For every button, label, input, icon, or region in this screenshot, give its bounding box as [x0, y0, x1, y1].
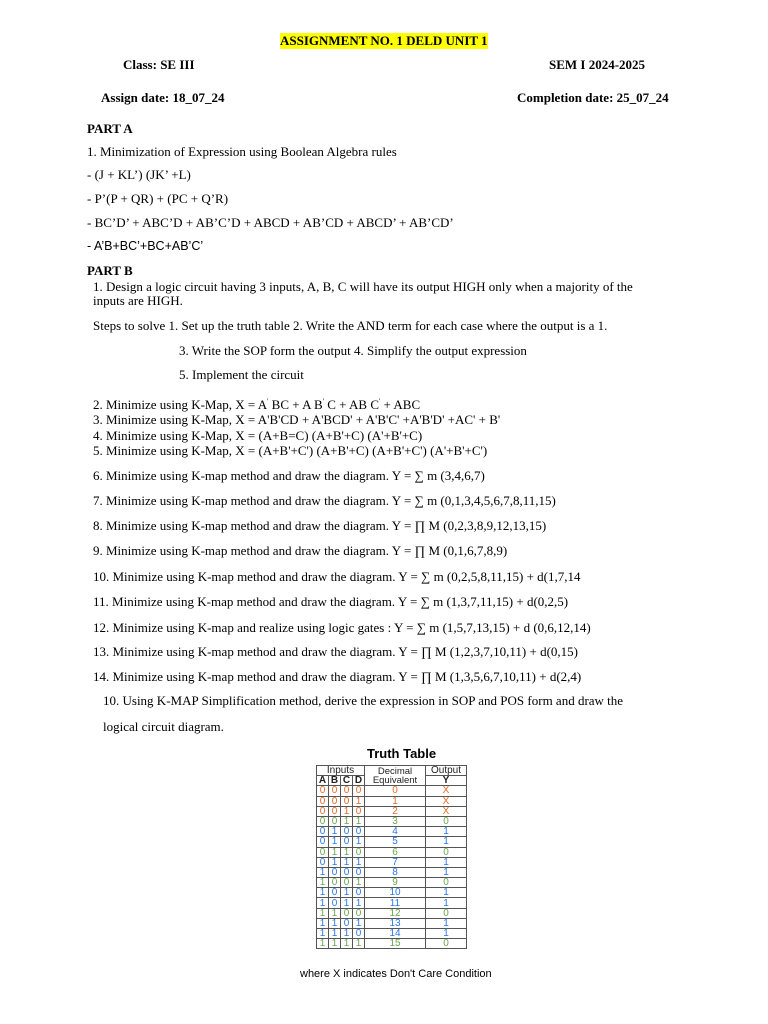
output-cell: 1 — [426, 867, 467, 877]
input-cell: 1 — [317, 918, 329, 928]
truth-table — [316, 765, 467, 949]
semester-label: SEM I 2024-2025 — [549, 57, 646, 72]
input-cell: 1 — [329, 908, 341, 918]
input-cell: 1 — [329, 837, 341, 847]
output-cell: 1 — [426, 827, 467, 837]
input-cell: 0 — [353, 786, 365, 796]
decimal-cell: 6 — [365, 847, 426, 857]
input-cell: 1 — [353, 918, 365, 928]
input-cell: 1 — [341, 816, 353, 826]
table-row — [317, 908, 467, 918]
output-cell: 0 — [426, 939, 467, 949]
input-cell: 1 — [341, 888, 353, 898]
input-cell: 1 — [329, 847, 341, 857]
decimal-group-header: Decimal Equivalent — [365, 766, 426, 786]
part-b-question-14: 14. Minimize using K-map method and draw the diagram. Y = ∏ M (1,3,5,6,7,10,11) + d(2,4) — [93, 669, 582, 684]
part-b-question-5: 5. Minimize using K-Map, X = (A+B'+C') (A+B'+C) (A+B'+C') (A'+B'+C') — [93, 443, 488, 458]
q2-part-2: BC + A B — [268, 397, 323, 412]
table-row — [317, 878, 467, 888]
input-cell: 1 — [341, 939, 353, 949]
decimal-cell: 9 — [365, 878, 426, 888]
steps-line-3: 5. Implement the circuit — [179, 367, 304, 382]
q2-prime-2: ' — [322, 397, 324, 406]
decimal-cell: 14 — [365, 929, 426, 939]
input-cell: 0 — [329, 786, 341, 796]
part-a-expression-3: - BC’D’ + ABC’D + AB’C’D + ABCD + AB’CD + ABCD’ + AB’CD’ — [87, 215, 454, 230]
part-b-question-15-line-2: logical circuit diagram. — [103, 719, 224, 734]
completion-date: Completion date: 25_07_24 — [517, 90, 669, 105]
input-cell: 1 — [353, 898, 365, 908]
input-cell: 1 — [329, 827, 341, 837]
part-b-question-4: 4. Minimize using K-Map, X = (A+B=C) (A+B'+C) (A'+B'+C) — [93, 428, 423, 443]
table-row — [317, 816, 467, 826]
input-cell: 0 — [353, 847, 365, 857]
input-cell: 1 — [329, 918, 341, 928]
input-cell: 0 — [329, 806, 341, 816]
input-cell: 0 — [353, 867, 365, 877]
input-cell: 0 — [341, 786, 353, 796]
q2-part-3: C + AB C — [324, 397, 380, 412]
decimal-cell: 1 — [365, 796, 426, 806]
table-row — [317, 857, 467, 867]
q2-part-4: + ABC — [380, 397, 421, 412]
table-row — [317, 929, 467, 939]
input-cell: 1 — [341, 806, 353, 816]
input-cell: 0 — [317, 816, 329, 826]
decimal-cell: 2 — [365, 806, 426, 816]
output-cell: X — [426, 786, 467, 796]
input-cell: 1 — [329, 939, 341, 949]
col-y-header: Y — [426, 776, 467, 786]
input-cell: 0 — [317, 837, 329, 847]
output-cell: 1 — [426, 888, 467, 898]
input-cell: 0 — [329, 878, 341, 888]
input-cell: 0 — [353, 888, 365, 898]
table-row — [317, 867, 467, 877]
decimal-cell: 10 — [365, 888, 426, 898]
part-b-question-3: 3. Minimize using K-Map, X = A'B'CD + A'BCD' + A'B'C' +A'B'D' +AC' + B' — [93, 412, 501, 427]
table-row — [317, 786, 467, 796]
decimal-cell: 5 — [365, 837, 426, 847]
part-b-question-9: 9. Minimize using K-map method and draw the diagram. Y = ∏ M (0,1,6,7,8,9) — [93, 543, 508, 558]
decimal-cell: 15 — [365, 939, 426, 949]
truth-table-body — [317, 786, 467, 949]
output-cell: X — [426, 806, 467, 816]
output-cell: 0 — [426, 878, 467, 888]
input-cell: 0 — [329, 888, 341, 898]
input-cell: 0 — [353, 908, 365, 918]
col-b-header: B — [329, 776, 341, 786]
assign-date: Assign date: 18_07_24 — [101, 90, 225, 105]
input-cell: 1 — [353, 837, 365, 847]
part-a-heading: PART A — [87, 121, 133, 136]
input-cell: 1 — [317, 867, 329, 877]
input-cell: 0 — [341, 918, 353, 928]
part-b-question-8: 8. Minimize using K-map method and draw the diagram. Y = ∏ M (0,2,3,8,9,12,13,15) — [93, 518, 547, 533]
part-b-question-1-line-2: inputs are HIGH. — [93, 293, 183, 308]
col-a-header: A — [317, 776, 329, 786]
class-label: Class: SE III — [123, 57, 195, 72]
input-cell: 1 — [353, 878, 365, 888]
input-cell: 0 — [317, 786, 329, 796]
q2-part-1: 2. Minimize using K-Map, X = A — [93, 397, 268, 412]
table-row — [317, 796, 467, 806]
input-cell: 1 — [317, 908, 329, 918]
input-cell: 0 — [329, 816, 341, 826]
q2-prime-1: ' — [267, 397, 269, 406]
steps-line-2: 3. Write the SOP form the output 4. Simplify the output expression — [179, 343, 527, 358]
output-cell: 0 — [426, 816, 467, 826]
part-b-question-15-line-1: 10. Using K-MAP Simplification method, derive the expression in SOP and POS form and draw the — [103, 693, 624, 708]
input-cell: 1 — [329, 929, 341, 939]
input-cell: 0 — [317, 847, 329, 857]
input-cell: 0 — [353, 827, 365, 837]
table-row — [317, 806, 467, 816]
input-cell: 1 — [317, 878, 329, 888]
output-cell: 0 — [426, 908, 467, 918]
input-cell: 1 — [317, 929, 329, 939]
q2-prime-3: ' — [379, 397, 381, 406]
part-b-question-13: 13. Minimize using K-map method and draw the diagram. Y = ∏ M (1,2,3,7,10,11) + d(0,15) — [93, 644, 578, 659]
decimal-cell: 8 — [365, 867, 426, 877]
input-cell: 0 — [329, 796, 341, 806]
output-cell: 0 — [426, 847, 467, 857]
input-cell: 0 — [341, 867, 353, 877]
table-row — [317, 837, 467, 847]
input-cell: 1 — [353, 939, 365, 949]
input-cell: 1 — [341, 898, 353, 908]
input-cell: 0 — [341, 837, 353, 847]
decimal-cell: 11 — [365, 898, 426, 908]
output-cell: 1 — [426, 929, 467, 939]
input-cell: 1 — [341, 929, 353, 939]
part-b-question-7: 7. Minimize using K-map method and draw the diagram. Y = ∑ m (0,1,3,4,5,6,7,8,11,15) — [93, 493, 556, 508]
col-d-header: D — [353, 776, 365, 786]
part-a-question-1: 1. Minimization of Expression using Boolean Algebra rules — [87, 144, 397, 159]
decimal-cell: 0 — [365, 786, 426, 796]
table-row — [317, 918, 467, 928]
part-b-question-11: 11. Minimize using K-map method and draw the diagram. Y = ∑ m (1,3,7,11,15) + d(0,2,5) — [93, 594, 569, 609]
col-c-header: C — [341, 776, 353, 786]
truth-table-title: Truth Table — [367, 746, 437, 761]
input-cell: 0 — [329, 867, 341, 877]
input-cell: 1 — [341, 847, 353, 857]
input-cell: 0 — [317, 857, 329, 867]
assignment-title: ASSIGNMENT NO. 1 DELD UNIT 1 — [280, 33, 488, 48]
decimal-cell: 7 — [365, 857, 426, 867]
steps-line-1: Steps to solve 1. Set up the truth table 2. Write the AND term for each case where the output is a 1. — [93, 318, 608, 333]
output-group-header: Output — [426, 766, 467, 776]
part-b-heading: PART B — [87, 263, 133, 278]
input-cell: 0 — [353, 806, 365, 816]
part-a-expression-1: - (J + KL’) (JK’ +L) — [87, 167, 191, 182]
output-cell: 1 — [426, 918, 467, 928]
input-cell: 0 — [329, 898, 341, 908]
output-cell: X — [426, 796, 467, 806]
input-cell: 0 — [317, 827, 329, 837]
input-cell: 1 — [317, 898, 329, 908]
part-a-expression-4: - A’B+BC’+BC+AB’C’ — [87, 239, 204, 253]
inputs-group-header: Inputs — [317, 766, 365, 776]
output-cell: 1 — [426, 857, 467, 867]
input-cell: 1 — [353, 816, 365, 826]
input-cell: 1 — [353, 796, 365, 806]
input-cell: 0 — [341, 878, 353, 888]
input-cell: 0 — [341, 908, 353, 918]
input-cell: 1 — [341, 857, 353, 867]
input-cell: 1 — [317, 888, 329, 898]
output-cell: 1 — [426, 837, 467, 847]
input-cell: 1 — [317, 939, 329, 949]
input-cell: 1 — [353, 857, 365, 867]
input-cell: 0 — [341, 827, 353, 837]
table-row — [317, 847, 467, 857]
decimal-cell: 3 — [365, 816, 426, 826]
part-b-question-10: 10. Minimize using K-map method and draw the diagram. Y = ∑ m (0,2,5,8,11,15) + d(1,7,14 — [93, 569, 581, 584]
input-cell: 0 — [317, 806, 329, 816]
decimal-cell: 13 — [365, 918, 426, 928]
decimal-cell: 4 — [365, 827, 426, 837]
part-b-question-6: 6. Minimize using K-map method and draw the diagram. Y = ∑ m (3,4,6,7) — [93, 468, 485, 483]
input-cell: 0 — [353, 929, 365, 939]
input-cell: 0 — [317, 796, 329, 806]
truth-table-footnote: where X indicates Don't Care Condition — [300, 968, 492, 980]
decimal-cell: 12 — [365, 908, 426, 918]
input-cell: 0 — [341, 796, 353, 806]
table-row — [317, 898, 467, 908]
table-row — [317, 888, 467, 898]
part-b-question-2 — [93, 397, 420, 413]
table-row — [317, 827, 467, 837]
table-row — [317, 939, 467, 949]
part-b-question-1-line-1: 1. Design a logic circuit having 3 inputs, A, B, C will have its output HIGH only when a majority of the — [93, 279, 633, 294]
input-cell: 1 — [329, 857, 341, 867]
part-b-question-12: 12. Minimize using K-map and realize using logic gates : Y = ∑ m (1,5,7,13,15) + d (0,6,12,14) — [93, 620, 591, 635]
output-cell: 1 — [426, 898, 467, 908]
part-a-expression-2: - P’(P + QR) + (PC + Q’R) — [87, 191, 229, 206]
